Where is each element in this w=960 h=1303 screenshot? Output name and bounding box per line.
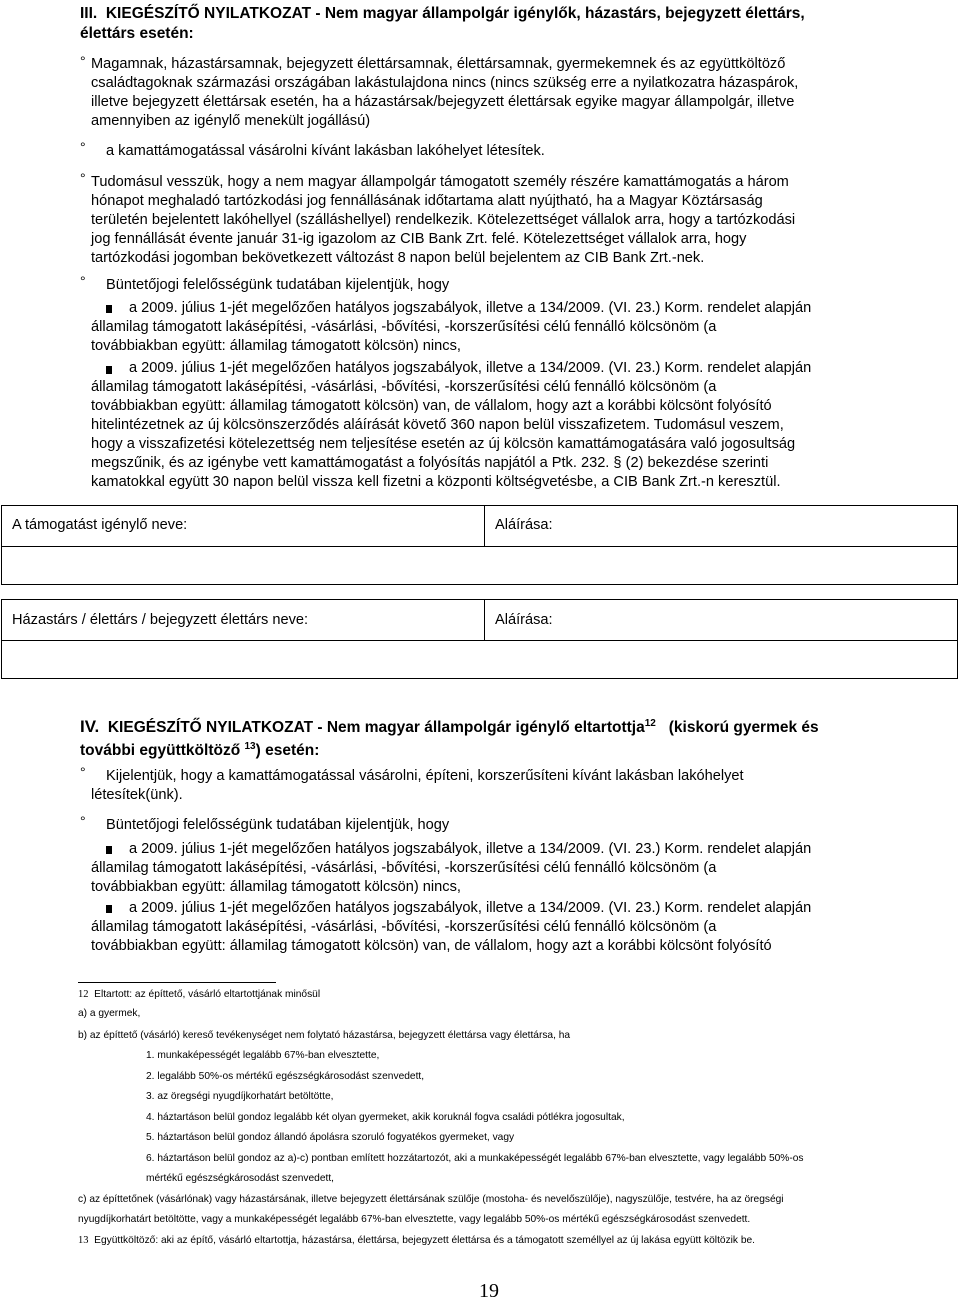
table-divider: [484, 600, 485, 640]
spouse-signature-table: [1, 599, 958, 679]
degree-bullet: °: [80, 170, 86, 186]
degree-bullet: °: [80, 813, 86, 829]
section3-title-line1: KIEGÉSZÍTŐ NYILATKOZAT - Nem magyar állampolgár igénylők, házastárs, bejegyzett élettárs,: [105, 5, 805, 22]
square-bullet: [106, 305, 112, 313]
section3-roman: III.: [80, 5, 98, 22]
footnote-list-item: 1. munkaképességét legalább 67%-ban elvesztette,: [146, 1050, 380, 1061]
degree-bullet: °: [80, 764, 86, 780]
degree-bullet: °: [80, 273, 86, 289]
square-bullet: [106, 905, 112, 913]
footnote-c-line2: nyugdíjkorhatárt betöltötte, vagy a munkaképességét legalább 67%-ban elvesztette, vagy legalább 50%-os mértékű egészségkárosodást szenvedett.: [78, 1214, 751, 1225]
footnote-list-item: 5. háztartáson belül gondoz állandó ápolásra szoruló fogyatékos gyermeket, vagy: [146, 1132, 515, 1143]
spouse-signature-label: Aláírása:: [495, 612, 553, 628]
degree-bullet: °: [80, 139, 86, 155]
footnote-list-item: 3. az öregségi nyugdíjkorhatárt betöltötte,: [146, 1091, 334, 1102]
footnote-list-item: 2. legalább 50%-os mértékű egészségkárosodást szenvedett,: [146, 1071, 425, 1082]
applicant-name-label: A támogatást igénylő neve:: [12, 517, 188, 533]
section4-title: IV. KIEGÉSZÍTŐ NYILATKOZAT - Nem magyar állampolgár igénylő eltartottja$^{12}$ (kiskorú gyermek és: [80, 717, 819, 737]
footnote-list-item: 4. háztartáson belül gondoz legalább két olyan gyermeket, akik koruknál fogva családi pótlékra jogosultak,: [146, 1112, 625, 1123]
footnote-list-item: mértékű egészségkárosodást szenvedett,: [146, 1173, 335, 1184]
spouse-name-label: Házastárs / élettárs / bejegyzett élettárs neve:: [12, 612, 309, 628]
table-divider: [484, 506, 485, 546]
footnote-b: b) az építtető (vásárló) kereső tevékenységet nem folytató házastársa, bejegyzett élettársa vagy élettársa, ha: [78, 1030, 571, 1041]
square-bullet: [106, 846, 112, 854]
applicant-signature-field[interactable]: [2, 547, 957, 585]
footnote-c-line1: c) az építtetőnek (vásárlónak) vagy házastársának, illetve bejegyzett élettársának szülője (mostoha- és nevelőszülője), nagyszülője, testvére, ha az öregségi: [78, 1194, 784, 1205]
page-number: 19: [479, 1280, 499, 1302]
footnote-a: a) a gyermek,: [78, 1008, 141, 1019]
section4-roman: IV.: [80, 717, 100, 737]
square-bullet: [106, 366, 112, 374]
section3-title: [80, 4, 805, 23]
section3-title-cont: élettárs esetén:: [80, 25, 194, 42]
applicant-signature-label: Aláírása:: [495, 517, 553, 533]
section4-title-cont: további együttköltöző $^{13}$) esetén:: [80, 741, 320, 760]
degree-bullet: °: [80, 53, 86, 69]
footnote-list-item: 6. háztartáson belül gondoz az a)-c) pontban említett hozzátartozót, aki a munkaképességét legalább 67%-ban elvesztette, vagy legalább 50%-os: [146, 1153, 804, 1164]
footnote-12: 12 Eltartott: az építtető, vásárló eltartottjának minősül: [78, 989, 321, 1000]
spouse-signature-field[interactable]: [2, 641, 957, 679]
applicant-signature-table: [1, 505, 958, 585]
footnote-separator: [78, 982, 276, 983]
footnote-13: 13 Együttköltöző: aki az építő, vásárló eltartottja, házastársa, élettársa, bejegyzett élettársa és a támogatott személlyel az új lakása együtt költözik be.: [78, 1235, 756, 1246]
